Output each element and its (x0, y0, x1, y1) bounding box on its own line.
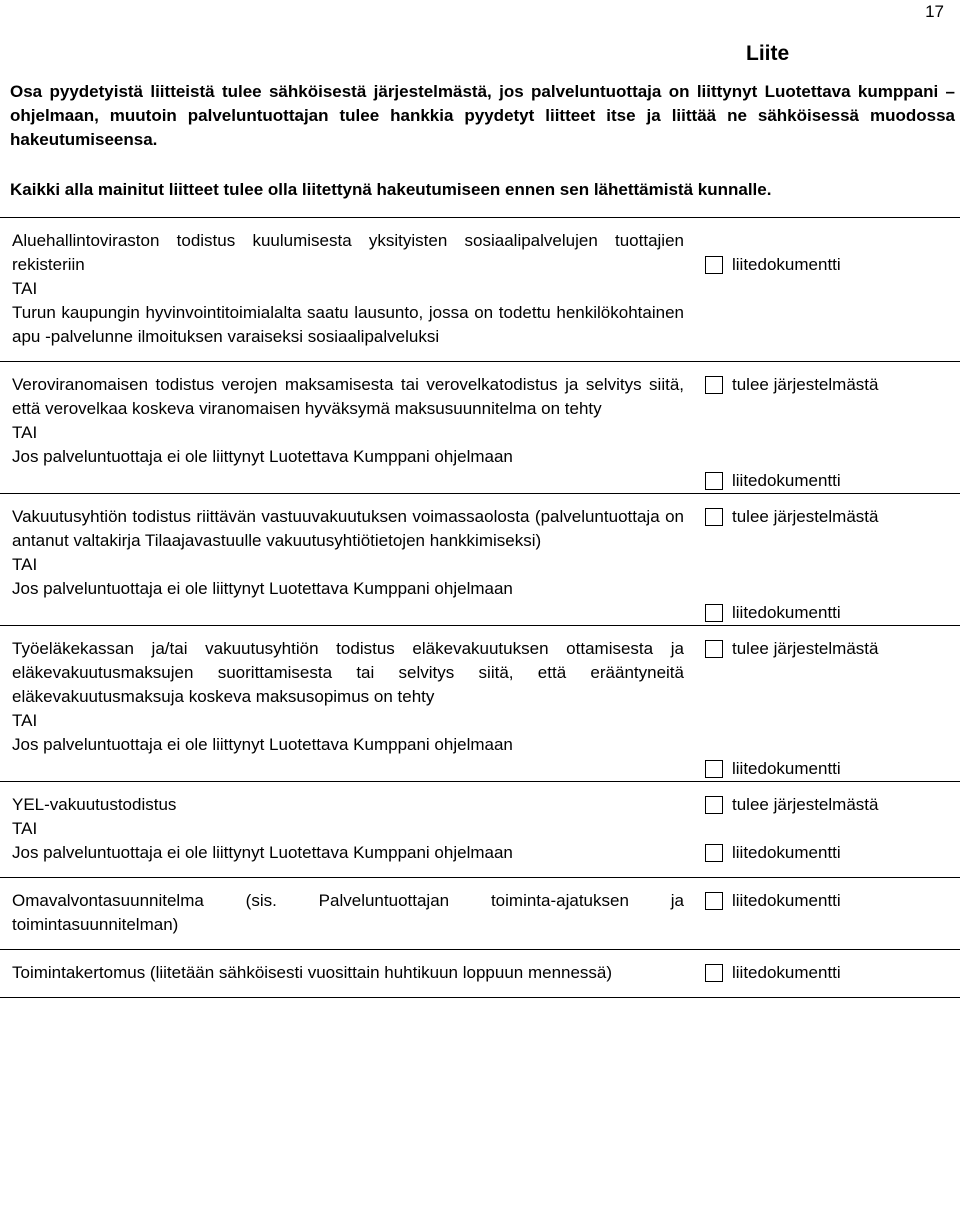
checkbox-icon[interactable] (705, 964, 723, 982)
attachment-options (694, 494, 960, 626)
attachment-description (0, 878, 694, 950)
option-system[interactable] (705, 637, 960, 661)
checkbox-icon[interactable] (705, 796, 723, 814)
attachment-description (0, 626, 694, 782)
attachment-text: Aluehallintoviraston todistus kuulumisesta yksityisten sosiaalipalvelujen tuottajien rekisteriin (12, 231, 684, 274)
option-attachment[interactable] (705, 601, 960, 625)
option-label: liitedokumentti (732, 255, 841, 274)
attachment-text: Työeläkekassan ja/tai vakuutusyhtiön todistus eläkevakuutuksen ottamisesta ja eläkevakuutusmaksujen suorittamisesta tai selvitys siitä, että erääntyneitä eläkevakuutusmaksuja koskeva maksusopimus on tehty (12, 639, 684, 706)
option-attachment[interactable] (705, 469, 960, 493)
attachment-alternative: Jos palveluntuottaja ei ole liittynyt Luotettava Kumppani ohjelmaan (12, 447, 513, 466)
table-row (0, 626, 960, 782)
option-label: liitedokumentti (732, 891, 841, 910)
option-system[interactable] (705, 505, 960, 529)
instruction-paragraph: Kaikki alla mainitut liitteet tulee olla liitettynä hakeutumiseen ennen sen lähettämistä kunnalle. (10, 180, 772, 199)
attachment-alternative: Jos palveluntuottaja ei ole liittynyt Luotettava Kumppani ohjelmaan (12, 735, 513, 754)
checkbox-icon[interactable] (705, 604, 723, 622)
checkbox-icon[interactable] (705, 508, 723, 526)
checkbox-icon[interactable] (705, 376, 723, 394)
attachment-options (694, 878, 960, 950)
table-row (0, 782, 960, 878)
attachment-options (694, 782, 960, 878)
option-label: tulee järjestelmästä (732, 507, 879, 526)
or-label: TAI (12, 279, 38, 298)
or-label: TAI (12, 711, 38, 730)
page-heading: Liite (746, 42, 790, 65)
option-attachment[interactable] (705, 253, 960, 277)
attachment-options (694, 218, 960, 362)
attachment-description (0, 362, 694, 494)
or-label: TAI (12, 555, 38, 574)
attachment-options (694, 626, 960, 782)
attachment-description (0, 782, 694, 878)
attachment-text: YEL-vakuutustodistus (12, 795, 177, 814)
attachment-text: Veroviranomaisen todistus verojen maksamisesta tai verovelkatodistus ja selvitys siitä, että verovelkaa koskeva viranomaisen hyväksymä maksusuunnitelma on tehty (12, 375, 684, 418)
attachment-alternative: Jos palveluntuottaja ei ole liittynyt Luotettava Kumppani ohjelmaan (12, 579, 513, 598)
attachment-description (0, 218, 694, 362)
table-row (0, 878, 960, 950)
option-label: liitedokumentti (732, 963, 841, 982)
option-attachment[interactable] (705, 961, 960, 985)
option-label: tulee järjestelmästä (732, 375, 879, 394)
checkbox-icon[interactable] (705, 844, 723, 862)
table-row (0, 362, 960, 494)
checkbox-icon[interactable] (705, 640, 723, 658)
checkbox-icon[interactable] (705, 760, 723, 778)
attachment-text: Omavalvontasuunnitelma (sis. Palveluntuottajan toiminta-ajatuksen ja toimintasuunnitelman) (12, 891, 684, 934)
attachment-description (0, 494, 694, 626)
attachments-table (0, 217, 960, 998)
option-attachment[interactable] (705, 889, 960, 913)
option-system[interactable] (705, 373, 960, 397)
attachment-description (0, 950, 694, 998)
option-label: tulee järjestelmästä (732, 639, 879, 658)
attachment-alternative: Jos palveluntuottaja ei ole liittynyt Luotettava Kumppani ohjelmaan (12, 843, 513, 862)
intro-paragraph: Osa pyydetyistä liitteistä tulee sähköisestä järjestelmästä, jos palveluntuottaja on liittynyt Luotettava kumppani –ohjelmaan, muutoin palveluntuottajan tulee hankkia pyydetyt liitteet itse ja liittää ne sähköisessä muodossa hakeutumiseensa. (10, 82, 955, 149)
option-attachment[interactable] (705, 841, 960, 865)
option-label: tulee järjestelmästä (732, 795, 879, 814)
page-number: 17 (925, 2, 944, 21)
attachment-options (694, 362, 960, 494)
attachment-alternative: Turun kaupungin hyvinvointitoimialalta saatu lausunto, jossa on todettu henkilökohtainen apu -palvelunne ilmoituksen varaiseksi sosiaalipalveluksi (12, 303, 684, 346)
checkbox-icon[interactable] (705, 256, 723, 274)
option-attachment[interactable] (705, 757, 960, 781)
checkbox-icon[interactable] (705, 472, 723, 490)
table-row (0, 218, 960, 362)
option-label: liitedokumentti (732, 471, 841, 490)
option-system[interactable] (705, 793, 960, 817)
attachment-options (694, 950, 960, 998)
table-row (0, 950, 960, 998)
table-row (0, 494, 960, 626)
option-label: liitedokumentti (732, 759, 841, 778)
attachment-text: Vakuutusyhtiön todistus riittävän vastuuvakuutuksen voimassaolosta (palveluntuottaja on antanut valtakirja Tilaajavastuulle vakuutusyhtiötietojen hankkimiseksi) (12, 507, 684, 550)
checkbox-icon[interactable] (705, 892, 723, 910)
option-label: liitedokumentti (732, 843, 841, 862)
option-label: liitedokumentti (732, 603, 841, 622)
or-label: TAI (12, 819, 38, 838)
attachment-text: Toimintakertomus (liitetään sähköisesti vuosittain huhtikuun loppuun mennessä) (12, 963, 613, 982)
or-label: TAI (12, 423, 38, 442)
